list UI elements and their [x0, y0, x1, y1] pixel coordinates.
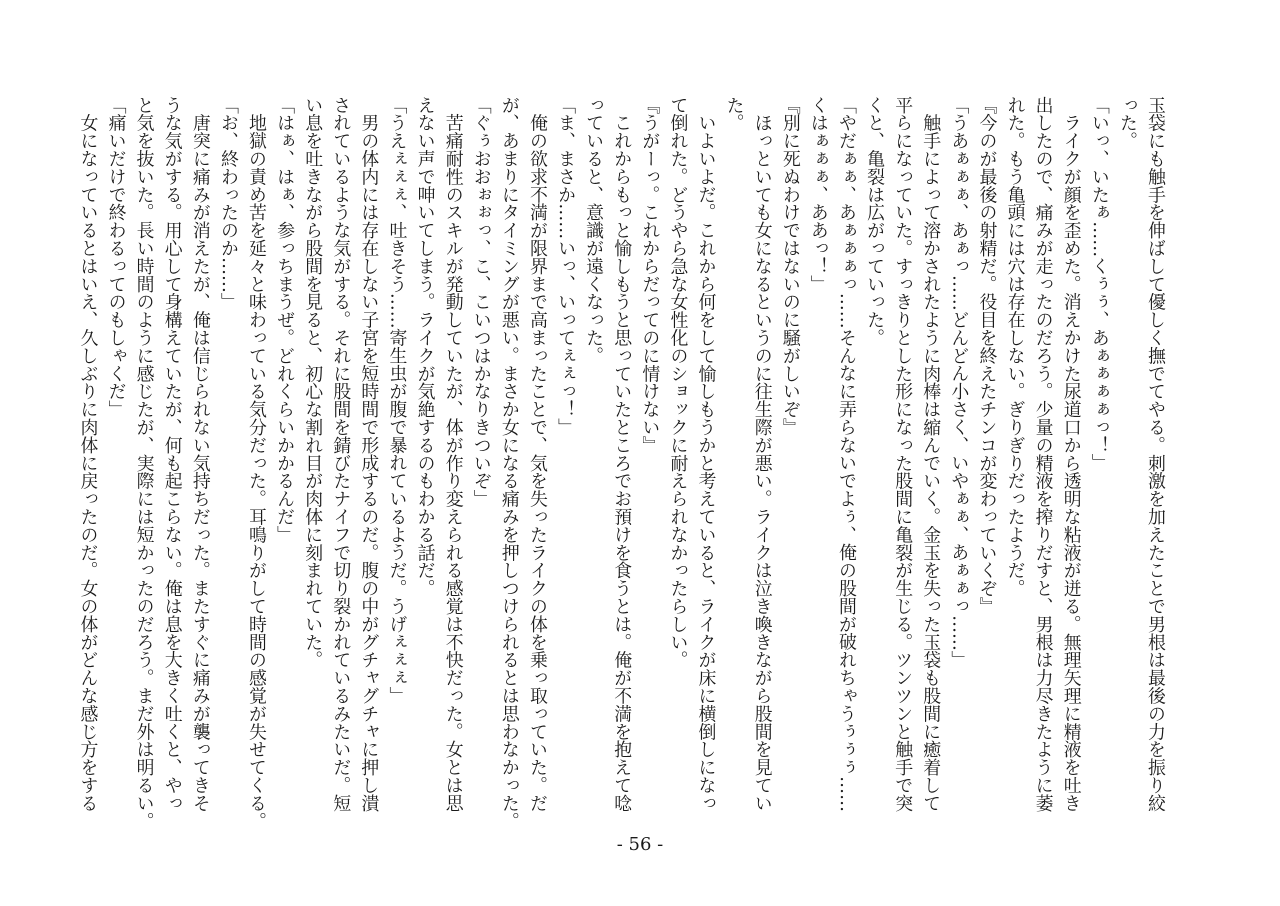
text-column: 出したので、痛みが走ったのだろう。少量の精液を搾りだすと、男根は力尽きたように萎: [1032, 96, 1054, 812]
text-column: されているような気がする。それに股間を錆びたナイフで切り裂かれているみたいだ。短: [330, 96, 352, 812]
text-column: 女になっているとはいえ、久しぶりに肉体に戻ったのだ。女の体がどんな感じ方をする: [77, 96, 99, 812]
text-column: うな気がする。用心して身構えていたが、何も起こらない。俺は息を大きく吐くと、やっ: [161, 96, 183, 812]
text-column: 『今のが最後の射精だ。役目を終えたチンコが変わっていくぞ』: [976, 96, 998, 616]
text-column: 唐突に痛みが消えたが、俺は信じられない気持ちだった。またすぐに痛みが襲ってきそ: [189, 96, 211, 812]
text-column: い息を吐きながら股間を見ると、初心な割れ目が肉体に刻まれていた。: [302, 96, 324, 669]
text-column: 俺の欲求不満が限界まで高まったことで、気を失ったライクの体を乗っ取っていた。だ: [526, 96, 548, 812]
text-column: った。: [1116, 96, 1138, 150]
text-column: た。: [723, 96, 745, 132]
text-column: っていると、意識が遠くなった。: [583, 96, 605, 365]
text-column: 玉袋にも触手を伸ばして優しく撫でてやる。刺激を加えたことで男根は最後の力を振り絞: [1145, 96, 1166, 812]
text-column: 「うあぁぁぁ、あぁっ……どんどん小さく、いやぁぁ、あぁぁっ……」: [948, 96, 970, 669]
text-column: 「ま、まさか……いっ、いってぇぇっ！」: [555, 96, 577, 437]
text-column: 「お、終わったのか……」: [217, 96, 239, 311]
text-column: ほっといても女になるというのに往生際が悪い。ライクは泣き喚きながら股間を見てい: [751, 96, 773, 812]
text-column: くはぁぁぁ、ああっ！」: [807, 96, 829, 293]
text-column: これからもっと愉しもうと思っていたところでお預けを食うとは。俺が不満を抱えて唸: [611, 96, 633, 812]
text-column: 地獄の責め苦を延々と味わっている気分だった。耳鳴りがして時間の感覚が失せてくる。: [246, 96, 267, 830]
vertical-text-body: [77, 96, 1169, 830]
text-column: えない声で呻いてしまう。ライクが気絶するのもわかる話だ。: [414, 96, 436, 598]
text-column: 「ぐぅおおぉぉっ、こ、こいつはかなりきついぞ」: [470, 96, 492, 508]
text-column: ライクが顔を歪めた。消えかけた尿道口から透明な粘液が迸る。無理矢理に精液を吐き: [1060, 96, 1082, 812]
text-column: て倒れた。どうやら急な女性化のショックに耐えられなかったらしい。: [667, 96, 689, 669]
text-column: 「うえぇぇぇ、吐きそう……寄生虫が腹で暴れているようだ。うげぇぇぇ」: [386, 96, 408, 705]
text-column: 「やだぁぁ、あぁぁぁっ……そんなに弄らないでよぅ、俺の股間が破れちゃうぅぅぅ……: [835, 96, 857, 812]
text-column: 触手によって溶かされたように肉棒は縮んでいく。金玉を失った玉袋も股間に癒着して: [920, 96, 942, 812]
text-column: くと、亀裂は広がっていった。: [864, 96, 886, 347]
text-column: が、あまりにタイミングが悪い。まさか女になる痛みを押しつけられるとは思わなかった。: [498, 96, 520, 830]
page-number: - 56 -: [616, 834, 664, 855]
text-column: 苦痛耐性のスキルが発動していたが、体が作り変えられる感覚は不快だった。女とは思: [442, 96, 464, 812]
text-column: 男の体内には存在しない子宮を短時間で形成するのだ。腹の中がグチャグチャに押し潰: [358, 96, 380, 812]
text-column: 「はぁ、はぁ、参っちまうぜ。どれくらいかかるんだ」: [274, 96, 296, 544]
text-column: と気を抜いた。長い時間のように感じたが、実際には短かったのだろう。まだ外は明るい。: [133, 96, 155, 830]
text-column: 「いっ、いたぁ……くぅぅ、あぁぁぁぁっ！」: [1088, 96, 1110, 472]
text-column: 『別に死ぬわけではないのに騒がしいぞ』: [779, 96, 801, 437]
text-column: いよいよだ。これから何をして愉しもうかと考えていると、ライクが床に横倒しになっ: [695, 96, 717, 812]
text-column: 平らになっていた。すっきりとした形になった股間に亀裂が生じる。ツンツンと触手で突: [892, 96, 914, 812]
text-column: 「痛いだけで終わるってのもしゃくだ」: [105, 96, 127, 419]
text-column: れた。もう亀頭には穴は存在しない。ぎりぎりだったようだ。: [1004, 96, 1026, 598]
text-column: 『うがーっ。これからだってのに情けない』: [639, 96, 661, 454]
